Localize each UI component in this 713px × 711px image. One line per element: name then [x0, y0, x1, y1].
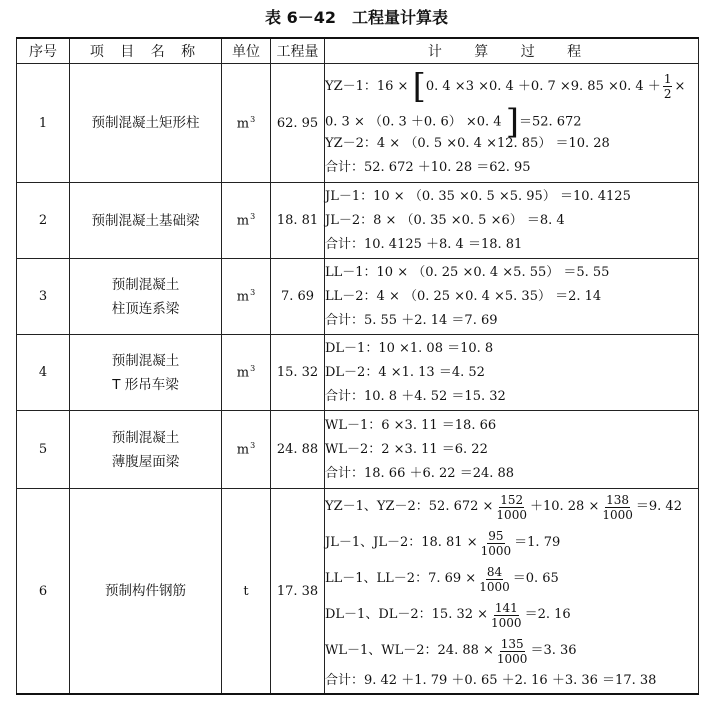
fraction-denominator: 1000	[479, 579, 510, 594]
process-line	[325, 597, 698, 633]
unit-superscript: 3	[250, 441, 256, 451]
row-unit	[222, 259, 271, 335]
process-line: DL－1：10 ×1. 08 ＝10. 8	[325, 340, 494, 356]
row-name-line: T 形吊车梁	[112, 376, 179, 393]
process-line: DL－2：4 ×1. 13 ＝4. 52	[325, 364, 485, 380]
table-row	[17, 64, 699, 183]
row-name	[70, 411, 222, 489]
process-text: ＝52. 672	[518, 114, 582, 130]
row-process	[325, 411, 699, 489]
process-line	[325, 102, 698, 142]
fraction-denominator: 1000	[496, 651, 528, 666]
unit-superscript: 3	[250, 212, 256, 222]
row-name-line: 柱顶连系梁	[111, 300, 180, 317]
row-process	[325, 335, 699, 411]
unit-base: m	[236, 365, 250, 381]
row-name	[70, 335, 222, 411]
header-index: 序号	[17, 38, 70, 64]
process-line: LL－2：4 × （0. 25 ×0. 4 ×5. 35） ＝2. 14	[325, 288, 602, 304]
fraction-numerator: 1	[663, 72, 672, 86]
fraction-denominator: 1000	[491, 615, 522, 630]
fraction-numerator: 141	[494, 600, 518, 615]
unit-base: m	[236, 289, 250, 305]
row-name	[70, 183, 222, 259]
row-name-line: 预制混凝土矩形柱	[91, 115, 200, 131]
process-text: ＋10. 28 ×	[529, 499, 600, 514]
fraction	[496, 637, 529, 666]
row-qty: 24. 88	[271, 411, 325, 489]
row-unit	[222, 411, 271, 489]
process-text: ＝1. 79	[514, 535, 561, 550]
header-process: 计 算 过 程	[325, 38, 699, 64]
process-text: ×	[674, 79, 686, 94]
row-process	[325, 64, 699, 183]
row-qty: 18. 81	[271, 183, 325, 259]
row-process	[325, 489, 699, 695]
process-line: WL－2：2 ×3. 11 ＝6. 22	[325, 441, 488, 457]
process-text: YZ－1：16 ×	[325, 79, 409, 94]
row-name	[70, 489, 222, 695]
process-line	[325, 489, 698, 525]
fraction-denominator: 2	[663, 87, 672, 101]
row-qty: 15. 32	[271, 335, 325, 411]
table-row	[17, 489, 699, 695]
process-text: ＝9. 42	[635, 499, 682, 514]
process-total: 合计：52. 672 ＋10. 28 ＝62. 95	[325, 160, 531, 175]
row-index: 6	[17, 489, 70, 695]
row-name	[70, 64, 222, 183]
process-text: JL－1、JL－2：18. 81 ×	[325, 535, 478, 550]
process-line	[325, 525, 698, 561]
process-total: 合计：18. 66 ＋6. 22 ＝24. 88	[325, 465, 515, 481]
row-unit	[222, 335, 271, 411]
header-unit: 单位	[222, 38, 271, 64]
row-qty: 7. 69	[271, 259, 325, 335]
fraction	[495, 493, 528, 522]
process-text: 0. 3 × （0. 3 ＋0. 6） ×0. 4	[325, 114, 502, 130]
row-process	[325, 183, 699, 259]
quantity-calculation-table	[16, 37, 699, 695]
row-name-line: 预制构件钢筋	[105, 583, 186, 599]
right-bracket: ]	[505, 102, 519, 142]
row-process	[325, 259, 699, 335]
table-title: 表 6－42 工程量计算表	[265, 8, 448, 27]
process-text: WL－1、WL－2：24. 88 ×	[325, 643, 494, 658]
process-text: DL－1、DL－2：15. 32 ×	[325, 607, 489, 622]
row-name	[70, 259, 222, 335]
header-row	[17, 38, 699, 64]
fraction-numerator: 95	[488, 528, 504, 543]
process-text: ＝3. 36	[530, 643, 577, 658]
table-row	[17, 259, 699, 335]
unit-superscript: 3	[250, 114, 256, 124]
process-total: 合计：5. 55 ＋2. 14 ＝7. 69	[325, 312, 498, 328]
process-text: ＝0. 65	[512, 571, 559, 586]
unit-base: m	[236, 442, 250, 458]
unit-superscript: 3	[250, 288, 256, 298]
row-index: 5	[17, 411, 70, 489]
fraction-numerator: 84	[486, 564, 503, 579]
table-row	[17, 411, 699, 489]
process-text: YZ－1、YZ－2：52. 672 ×	[325, 499, 494, 514]
row-unit	[222, 183, 271, 259]
row-qty: 17. 38	[271, 489, 325, 695]
process-text: 0. 4 ×3 ×0. 4 ＋0. 7 ×9. 85 ×0. 4 ＋	[425, 79, 661, 94]
fraction-numerator: 135	[500, 636, 524, 651]
fraction-denominator: 1000	[496, 507, 527, 522]
fraction	[601, 493, 634, 522]
row-index: 4	[17, 335, 70, 411]
row-qty: 62. 95	[271, 64, 325, 183]
fraction	[478, 565, 511, 594]
row-name-line: 预制混凝土基础梁	[91, 212, 200, 229]
row-name-line: 预制混凝土	[111, 429, 180, 446]
table-row	[17, 335, 699, 411]
unit-superscript: 3	[250, 364, 256, 374]
unit-base: m	[236, 213, 250, 229]
process-line: YZ－2：4 × （0. 5 ×0. 4 ×12. 85） ＝10. 28	[325, 136, 610, 151]
unit-base: m	[236, 116, 250, 132]
fraction	[480, 529, 513, 558]
row-index: 3	[17, 259, 70, 335]
fraction	[663, 72, 673, 101]
process-total: 合计：10. 8 ＋4. 52 ＝15. 32	[325, 388, 506, 404]
process-line	[325, 561, 698, 597]
row-name-line: 薄腹屋面梁	[111, 453, 180, 470]
header-name: 项 目 名 称	[70, 38, 222, 64]
fraction-denominator: 1000	[602, 507, 633, 522]
row-unit: t	[222, 489, 271, 695]
fraction-numerator: 138	[606, 492, 630, 507]
table-row	[17, 183, 699, 259]
process-line: WL－1：6 ×3. 11 ＝18. 66	[325, 417, 497, 433]
process-line: LL－1：10 × （0. 25 ×0. 4 ×5. 55） ＝5. 55	[325, 264, 610, 280]
process-text: LL－1、LL－2：7. 69 ×	[325, 571, 477, 586]
fraction	[490, 601, 523, 630]
row-index: 2	[17, 183, 70, 259]
row-unit	[222, 64, 271, 183]
row-name-line: 预制混凝土	[111, 276, 180, 293]
left-bracket: [	[412, 66, 426, 107]
process-line: JL－1：10 × （0. 35 ×0. 5 ×5. 95） ＝10. 4125	[325, 188, 631, 204]
fraction-denominator: 1000	[480, 543, 512, 558]
header-qty: 工程量	[271, 38, 325, 64]
process-total: 合计：10. 4125 ＋8. 4 ＝18. 81	[325, 236, 523, 252]
process-line	[325, 633, 698, 669]
process-line: JL－2：8 × （0. 35 ×0. 5 ×6） ＝8. 4	[325, 212, 565, 228]
row-index: 1	[17, 64, 70, 183]
row-name-line: 预制混凝土	[111, 352, 180, 369]
process-text: ＝2. 16	[524, 607, 571, 622]
fraction-numerator: 152	[500, 492, 524, 507]
process-total: 合计：9. 42 ＋1. 79 ＋0. 65 ＋2. 16 ＋3. 36 ＝17. 38	[325, 673, 657, 688]
